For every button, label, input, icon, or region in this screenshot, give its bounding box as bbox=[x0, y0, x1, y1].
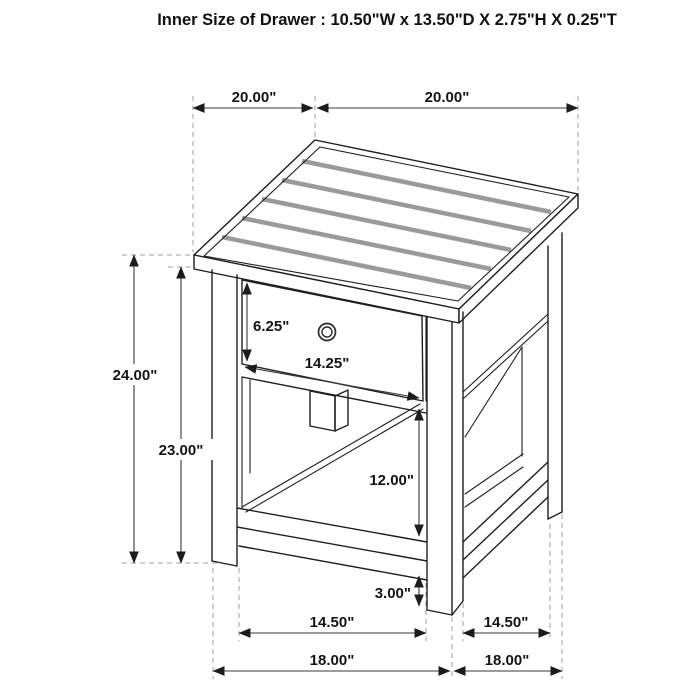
back-right-leg bbox=[548, 233, 562, 519]
lower-shelf-front bbox=[237, 508, 427, 580]
dim-label-outer-width-front: 18.00" bbox=[309, 652, 355, 669]
dim-label-overall-height: 24.00" bbox=[112, 367, 158, 384]
dim-label-inner-width-side: 14.50" bbox=[483, 614, 529, 631]
dim-label-shelf-opening-height: 12.00" bbox=[369, 472, 414, 489]
dim-label-base-clearance: 3.00" bbox=[374, 585, 411, 602]
front-left-leg bbox=[212, 270, 237, 566]
dim-label-inner-width-front: 14.50" bbox=[309, 614, 355, 631]
compartment-interior bbox=[242, 377, 423, 512]
dim-label-drawer-front-width: 14.25" bbox=[304, 355, 350, 372]
dim-label-drawer-front-height: 6.25" bbox=[253, 318, 290, 335]
dim-label-top-width-left: 20.00" bbox=[231, 89, 277, 106]
front-center-leg bbox=[427, 312, 463, 615]
dim-label-leg-height: 23.00" bbox=[158, 442, 204, 459]
end-table-drawing bbox=[194, 140, 578, 615]
side-apron bbox=[463, 314, 548, 399]
drawing-title: Inner Size of Drawer : 10.50"W x 13.50"D X 2.75"H X 0.25"T bbox=[157, 11, 617, 29]
dim-label-top-width-right: 20.00" bbox=[424, 89, 470, 106]
dim-label-outer-width-side: 18.00" bbox=[484, 652, 530, 669]
